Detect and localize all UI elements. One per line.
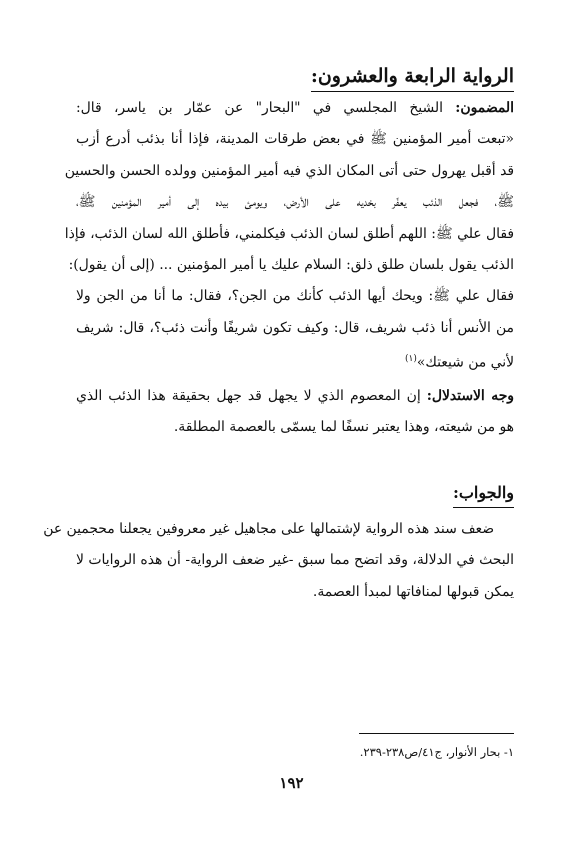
text-line bbox=[76, 93, 514, 124]
content-line: ﷺ، فجعل الذئب يعفّر بخديه على الأرض، ويومئ بيده إلى أمير المؤمنين ﷺ، bbox=[76, 194, 514, 211]
content-line: الذئب يقول بلسان طلق ذلق: السلام عليك يا أمير المؤمنين ... (إلى أن يقول): bbox=[68, 256, 514, 273]
content-line: «تبعت أمير المؤمنين ﷺ في بعض طرقات المدينة، فإذا أنا بذئب أدرع أزب bbox=[76, 131, 514, 148]
footnote: ١- بحار الأنوار، ج٤١/ص٢٣٨-٢٣٩. bbox=[359, 745, 514, 759]
reasoning-label: وجه الاستدلال: bbox=[426, 388, 515, 404]
footnote-divider bbox=[359, 733, 514, 734]
reasoning-line: هو من شيعته، وهذا يعتبر نسفًا لما يسمّى بالعصمة المطلقة. bbox=[173, 419, 514, 436]
answer-paragraph bbox=[43, 514, 514, 608]
content-line: الشيخ المجلسي في "البحار" عن عمّار بن ياسر، قال: bbox=[76, 100, 456, 116]
content-label: المضمون: bbox=[455, 100, 514, 116]
content-line: لأني من شيعتك» bbox=[416, 354, 514, 371]
footnote-reference: (١) bbox=[404, 354, 417, 365]
section-title: الرواية الرابعة والعشرون: bbox=[311, 62, 514, 92]
text-line bbox=[76, 381, 514, 412]
content-line: فقال علي ﷺ: ويحك أيها الذئب كأنك من الجن؟، فقال: ما أنا من الجن ولا bbox=[76, 288, 514, 305]
reasoning-line: إن المعصوم الذي لا يجهل قد جهل بحقيقة هذا الذئب الذي bbox=[76, 388, 427, 404]
reasoning-paragraph bbox=[76, 381, 514, 444]
content-line: من الأنس أنا ذئب شريف، قال: وكيف تكون شريفًا وأنت ذئب؟، قال: شريف bbox=[76, 319, 514, 336]
text-line bbox=[76, 344, 514, 375]
answer-title: والجواب: bbox=[453, 480, 514, 508]
content-line: فقال علي ﷺ: اللهم أطلق لسان الذئب فيكلمني، فأطلق الله لسان الذئب، فإذا bbox=[64, 225, 514, 242]
answer-line: البحث في الدلالة، وقد اتضح مما سبق -غير ضعف الرواية- أن هذه الروايات لا bbox=[76, 552, 514, 569]
answer-line: يمكن قبولها لمنافاتها لمبدأ العصمة. bbox=[312, 583, 514, 600]
answer-line: ضعف سند هذه الرواية لإشتمالها على مجاهيل غير معروفين يجعلنا محجمين عن bbox=[43, 521, 494, 537]
content-paragraph bbox=[64, 93, 514, 376]
page-number: ١٩٢ bbox=[279, 774, 304, 792]
content-line: قد أقبل يهرول حتى أتى المكان الذي فيه أمير المؤمنين وولده الحسن والحسين bbox=[64, 162, 514, 179]
